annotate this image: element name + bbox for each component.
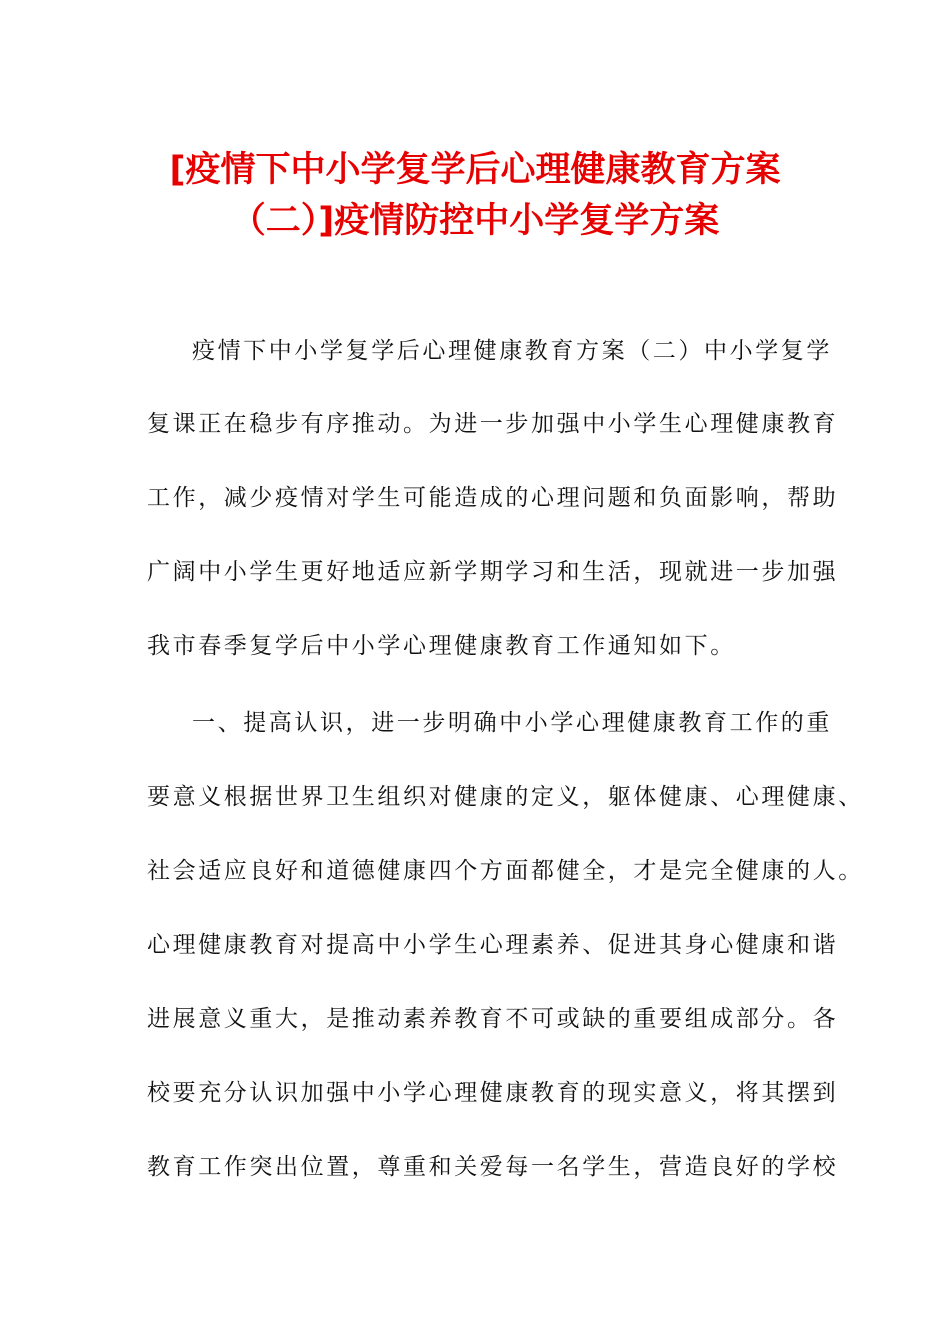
paragraph-2-line-1: 一、提高认识，进一步明确中小学心理健康教育工作的重 — [192, 710, 832, 736]
paragraph-2-line-2: 要意义根据世界卫生组织对健康的定义，躯体健康、心理健康、 — [147, 784, 864, 810]
paragraph-2-line-3: 社会适应良好和道德健康四个方面都健全，才是完全健康的人。 — [147, 858, 864, 884]
document-title-line-2: （二）]疫情防控中小学复学方案 — [230, 201, 720, 241]
paragraph-1-line-3: 工作，减少疫情对学生可能造成的心理问题和负面影响，帮助 — [147, 485, 839, 511]
paragraph-1-line-2: 复课正在稳步有序推动。为进一步加强中小学生心理健康教育 — [147, 411, 839, 437]
paragraph-1-line-1: 疫情下中小学复学后心理健康教育方案（二）中小学复学 — [192, 338, 832, 364]
paragraph-2-line-5: 进展意义重大，是推动素养教育不可或缺的重要组成部分。各 — [147, 1006, 839, 1032]
document-title-line-1: [疫情下中小学复学后心理健康教育方案 — [169, 150, 781, 190]
paragraph-2-line-7: 教育工作突出位置，尊重和关爱每一名学生，营造良好的学校 — [147, 1154, 839, 1180]
paragraph-1-line-4: 广阔中小学生更好地适应新学期学习和生活，现就进一步加强 — [147, 559, 839, 585]
paragraph-1-line-5: 我市春季复学后中小学心理健康教育工作通知如下。 — [147, 633, 736, 659]
paragraph-2-line-4: 心理健康教育对提高中小学生心理素养、促进其身心健康和谐 — [147, 932, 839, 958]
paragraph-2-line-6: 校要充分认识加强中小学心理健康教育的现实意义，将其摆到 — [147, 1080, 839, 1106]
